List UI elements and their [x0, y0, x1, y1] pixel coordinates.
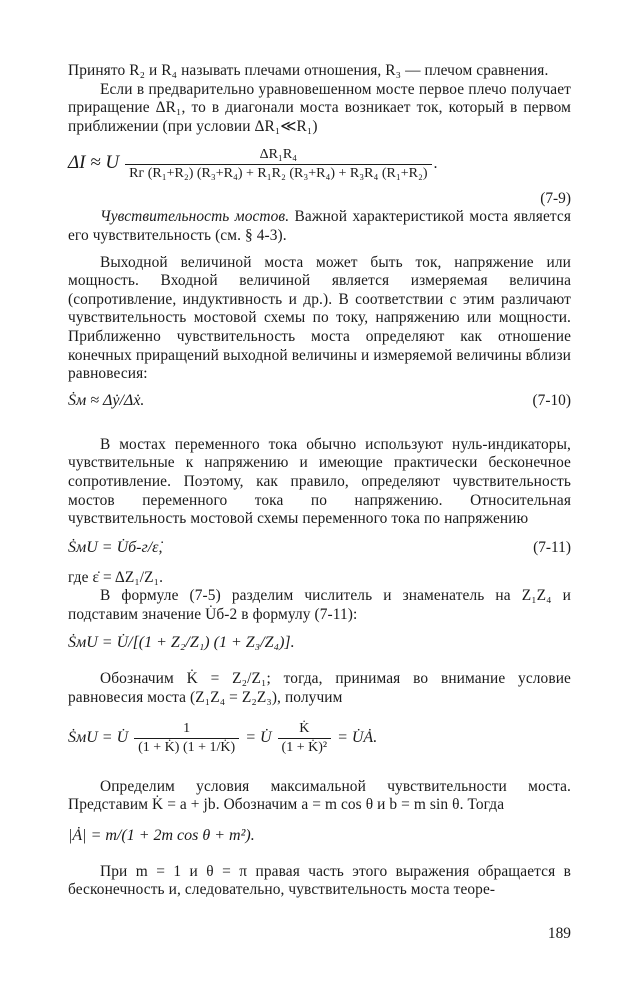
formula-7-9-denominator: Rг (R₁+R₂) (R₃+R₄) + R₁R₂ (R₃+R₄) + R₃R₄ (R₁+R₂)	[125, 164, 431, 183]
equation-number-7-10: (7-10)	[532, 391, 571, 409]
formula-7-10	[68, 392, 571, 414]
formula-abs-A	[68, 827, 571, 849]
page-content	[68, 62, 571, 900]
formula-7-11	[68, 539, 571, 561]
formula-A-fraction-2	[278, 720, 332, 757]
formula-7-9-numerator: ΔR₁R₄	[259, 147, 298, 163]
formula-A-mid: = U̇	[245, 728, 272, 746]
paragraph-2: Если в предварительно уравновешенном мосте первое плечо получает приращение ΔR₁, то в диагонали моста возникает ток, который в первом приближении (при условии ΔR₁≪R₁)	[68, 80, 571, 135]
paragraph-7: В формуле (7-5) разделим числитель и знаменатель на Z₁Z₄ и подставим значение U̇б-2 в формулу (7-11):	[68, 587, 571, 623]
paragraph-10: При m = 1 и θ = π правая часть этого выражения обращается в бесконечность и, следовательно, чувствительность моста теоре-	[68, 862, 571, 899]
formula-abs-A-expr: |Ȧ| = m/(1 + 2m cos θ + m²).	[68, 826, 255, 844]
equation-number-7-9: (7-9)	[540, 190, 571, 208]
formula-A-fraction-1	[134, 720, 239, 757]
formula-7-9-fraction	[125, 146, 431, 183]
formula-A-den-2: (1 + K̇)²	[278, 738, 332, 757]
paragraph-5: В мостах переменного тока обычно используют нуль-индикаторы, чувствительные к напряжению и имеющие практически бесконечное сопротивление. Поэтому, как правило, определяют чувствительность мостов переменного тока по напряжению. Относительная чувствительность мостовой схемы переменного тока по напряжению	[68, 435, 571, 528]
section-heading: Чувствительность мостов.	[100, 208, 290, 226]
paragraph-6: где ε̇ = ΔZ₁/Z₁.	[68, 568, 164, 586]
page-number: 189	[547, 925, 571, 942]
formula-7-10-expr: Ṡм ≈ Δẏ/Δẋ.	[68, 391, 145, 409]
formula-substitution-expr: ṠмU = U̇/[(1 + Z₂/Z₁) (1 + Z₃/Z₄)].	[68, 634, 295, 652]
paragraph-4: Выходной величиной моста может быть ток, напряжение или мощность. Входной величиной является измеряемая величина (сопротивление, индуктивность и др.). В соответствии с этим различают чувствительность мостовой схемы по току, напряжению или мощности. Приближенно чувствительность моста определяют как отношение конечных приращений выходной величины и измеряемой величины вблизи равновесия:	[68, 253, 571, 383]
paragraph-3	[68, 208, 571, 245]
formula-A-num-1: 1	[183, 720, 191, 736]
paragraph-8: Обозначим K̇ = Z₂/Z₁; тогда, принимая во внимание условие равновесия моста (Z₁Z₄ = Z₂Z₃), получим	[68, 670, 571, 707]
equation-number-7-11: (7-11)	[533, 538, 571, 556]
paragraph-3-text: Важной характеристикой моста является его чувствительность (см. § 4-3).	[68, 208, 571, 244]
formula-substitution	[68, 634, 571, 656]
formula-7-11-expr: ṠмU = U̇б-г/ε̇,	[68, 538, 163, 556]
formula-A-den-1: (1 + K̇) (1 + 1/K̇)	[134, 738, 239, 757]
formula-A-end: = U̇Ȧ.	[337, 728, 378, 746]
formula-A-num-2: K̇	[299, 720, 310, 736]
formula-7-9: ΔI ≈ U $\frac{\text{ΔR₁R₄}}{\text{Rг (R₁+R₂) (R₃+R₄) + R₁R₂ (R₃+R₄) + R₃R₄ (R₁+R₂)}}$ .	[68, 147, 438, 182]
paragraph-9: Определим условия максимальной чувствительности моста. Представим K̇ = a + jb. Обозначим a = m cos θ и b = m sin θ. Тогда	[68, 777, 571, 814]
formula-7-9-lhs: ΔI ≈ U	[68, 152, 120, 174]
paragraph-1: Принято R₂ и R₄ называть плечами отношения, R₃ — плечом сравнения.	[68, 62, 549, 79]
formula-A-lhs: ṠмU = U̇	[68, 728, 129, 746]
formula-A	[68, 720, 571, 764]
